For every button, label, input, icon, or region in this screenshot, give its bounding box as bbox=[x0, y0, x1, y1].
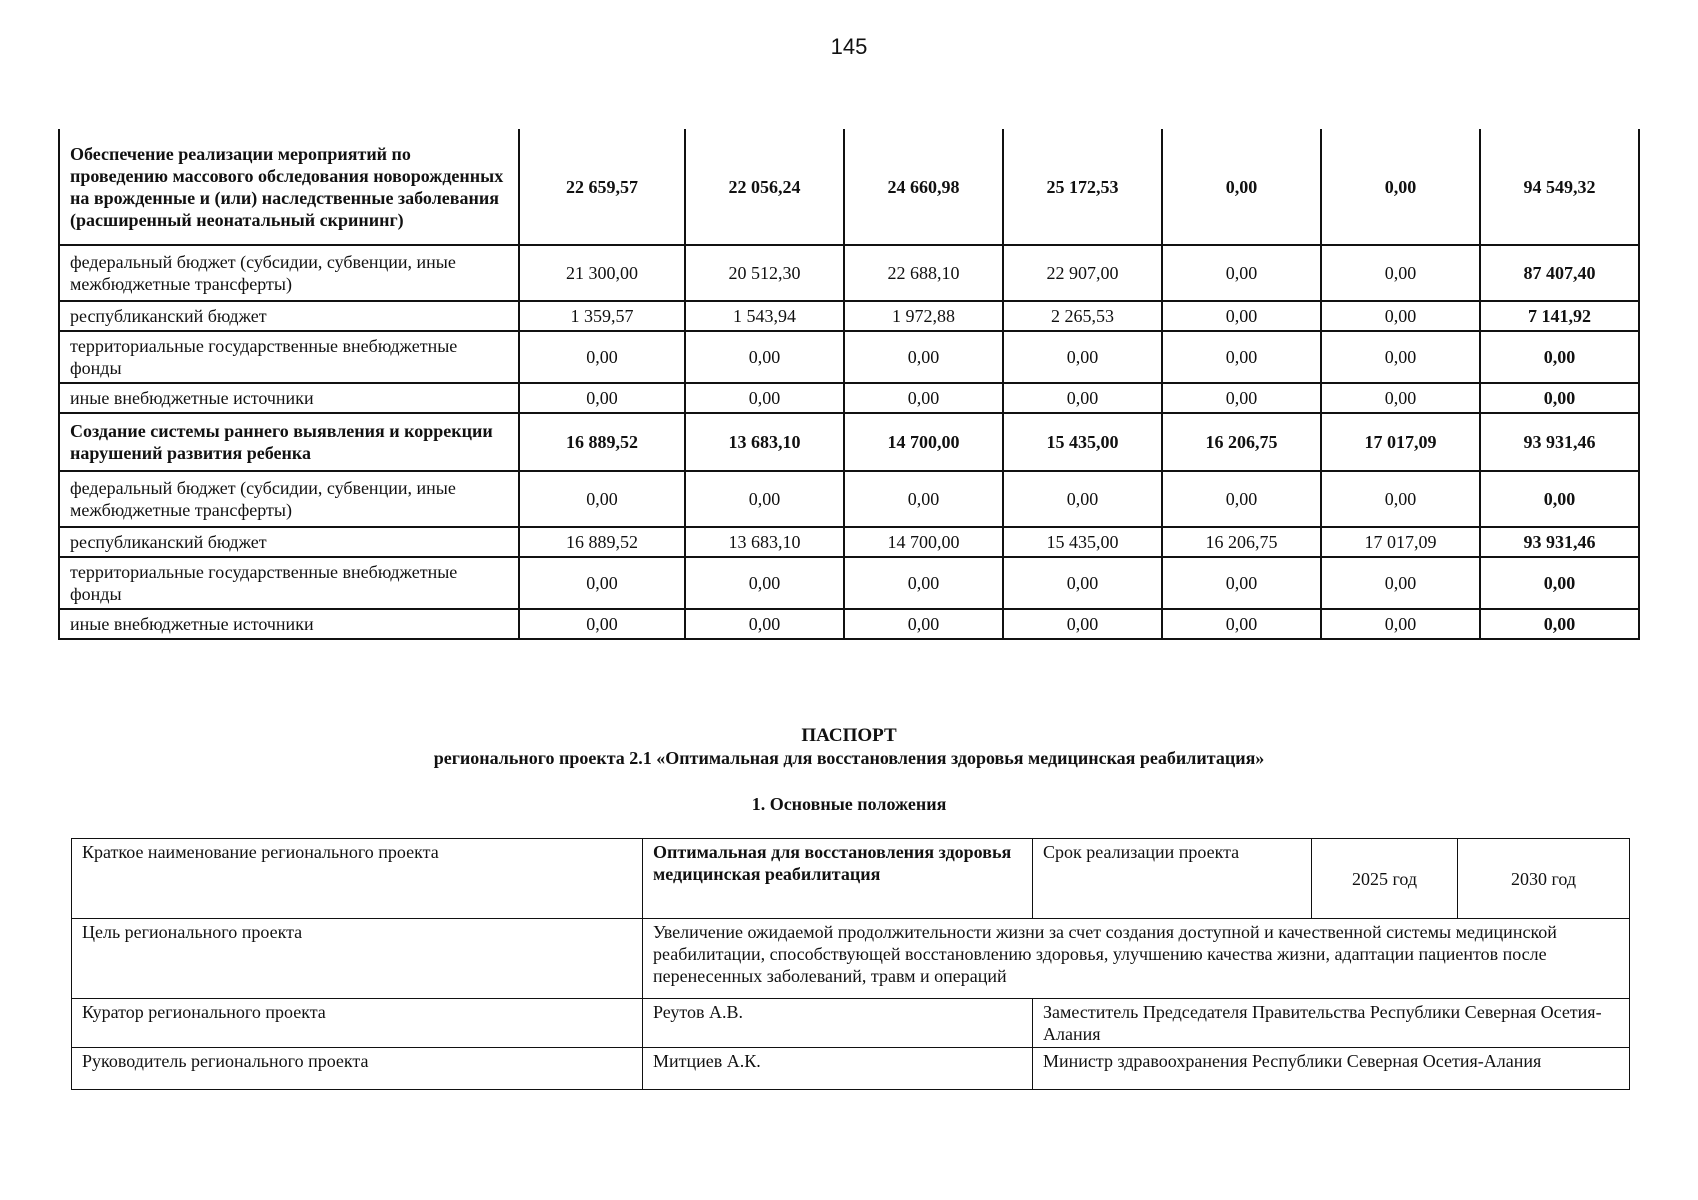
finance-value-cell: 0,00 bbox=[1162, 301, 1321, 331]
finance-value-cell: 16 206,75 bbox=[1162, 527, 1321, 557]
finance-row bbox=[59, 557, 1639, 609]
finance-value-cell: 0,00 bbox=[685, 383, 844, 413]
finance-value-cell: 0,00 bbox=[685, 331, 844, 383]
finance-value-cell: 22 659,57 bbox=[519, 129, 685, 245]
passport-title: ПАСПОРТ bbox=[801, 725, 897, 746]
finance-value-cell: 0,00 bbox=[1321, 331, 1480, 383]
passport-row-short-name bbox=[72, 839, 1630, 919]
passport-row-goal bbox=[72, 919, 1630, 999]
finance-value-cell: 0,00 bbox=[685, 557, 844, 609]
finance-value-cell: 0,00 bbox=[844, 383, 1003, 413]
finance-value-cell: 0,00 bbox=[1003, 383, 1162, 413]
finance-value-cell: 0,00 bbox=[1162, 331, 1321, 383]
finance-value-cell: 0,00 bbox=[1321, 609, 1480, 639]
goal-value: Увеличение ожидаемой продолжительности жизни за счет создания доступной и качественной системы медицинской реабилитации, способствующей восстановлению здоровья, улучшению качества жизни, адаптации пациентов после перенесенных заболеваний, травм и операций bbox=[643, 919, 1630, 999]
goal-label: Цель регионального проекта bbox=[72, 919, 643, 999]
finance-value-cell: 16 889,52 bbox=[519, 527, 685, 557]
finance-value-cell: 0,00 bbox=[519, 557, 685, 609]
finance-value-cell: 0,00 bbox=[519, 609, 685, 639]
finance-total-cell: 0,00 bbox=[1480, 609, 1639, 639]
finance-total-cell: 87 407,40 bbox=[1480, 245, 1639, 301]
finance-value-cell: 1 359,57 bbox=[519, 301, 685, 331]
term-start: 2025 год bbox=[1312, 839, 1458, 919]
finance-value-cell: 17 017,09 bbox=[1321, 413, 1480, 471]
finance-row-label: федеральный бюджет (субсидии, субвенции, иные межбюджетные трансферты) bbox=[59, 245, 519, 301]
finance-total-cell: 7 141,92 bbox=[1480, 301, 1639, 331]
curator-position: Заместитель Председателя Правительства Республики Северная Осетия-Алания bbox=[1033, 999, 1630, 1048]
curator-label: Куратор регионального проекта bbox=[72, 999, 643, 1048]
finance-total-cell: 0,00 bbox=[1480, 331, 1639, 383]
finance-value-cell: 0,00 bbox=[685, 471, 844, 527]
passport-table bbox=[71, 838, 1630, 1090]
finance-value-cell: 0,00 bbox=[1321, 383, 1480, 413]
finance-row-label: Обеспечение реализации мероприятий по проведению массового обследования новорожденных на врожденные и (или) наследственные заболевания (расширенный неонатальный скрининг) bbox=[59, 129, 519, 245]
finance-value-cell: 25 172,53 bbox=[1003, 129, 1162, 245]
passport-subtitle: регионального проекта 2.1 «Оптимальная для восстановления здоровья медицинская реабилитация» bbox=[433, 748, 1265, 768]
finance-value-cell: 0,00 bbox=[844, 557, 1003, 609]
finance-total-cell: 0,00 bbox=[1480, 471, 1639, 527]
finance-total-cell: 93 931,46 bbox=[1480, 527, 1639, 557]
passport-row-curator bbox=[72, 999, 1630, 1048]
finance-value-cell: 0,00 bbox=[1003, 331, 1162, 383]
finance-row bbox=[59, 331, 1639, 383]
finance-value-cell: 0,00 bbox=[1162, 471, 1321, 527]
finance-row bbox=[59, 609, 1639, 639]
finance-row bbox=[59, 413, 1639, 471]
term-end: 2030 год bbox=[1458, 839, 1630, 919]
finance-value-cell: 0,00 bbox=[844, 609, 1003, 639]
finance-row-label: республиканский бюджет bbox=[59, 527, 519, 557]
finance-value-cell: 0,00 bbox=[1321, 245, 1480, 301]
short-name-label: Краткое наименование регионального проекта bbox=[72, 839, 643, 919]
finance-row-label: федеральный бюджет (субсидии, субвенции, иные межбюджетные трансферты) bbox=[59, 471, 519, 527]
finance-value-cell: 0,00 bbox=[519, 331, 685, 383]
finance-value-cell: 0,00 bbox=[1003, 609, 1162, 639]
finance-value-cell: 16 206,75 bbox=[1162, 413, 1321, 471]
finance-value-cell: 0,00 bbox=[685, 609, 844, 639]
finance-value-cell: 14 700,00 bbox=[844, 527, 1003, 557]
finance-value-cell: 0,00 bbox=[844, 331, 1003, 383]
finance-row bbox=[59, 383, 1639, 413]
finance-row-label: республиканский бюджет bbox=[59, 301, 519, 331]
finance-value-cell: 22 907,00 bbox=[1003, 245, 1162, 301]
finance-value-cell: 0,00 bbox=[519, 383, 685, 413]
finance-row bbox=[59, 301, 1639, 331]
finance-row bbox=[59, 527, 1639, 557]
head-position: Министр здравоохранения Республики Северная Осетия-Алания bbox=[1033, 1048, 1630, 1090]
finance-value-cell: 0,00 bbox=[1003, 557, 1162, 609]
finance-value-cell: 1 972,88 bbox=[844, 301, 1003, 331]
finance-value-cell: 0,00 bbox=[519, 471, 685, 527]
curator-name: Реутов А.В. bbox=[643, 999, 1033, 1048]
page-number: 145 bbox=[830, 34, 868, 59]
finance-value-cell: 0,00 bbox=[1321, 557, 1480, 609]
finance-total-cell: 0,00 bbox=[1480, 383, 1639, 413]
finance-value-cell: 17 017,09 bbox=[1321, 527, 1480, 557]
finance-value-cell: 20 512,30 bbox=[685, 245, 844, 301]
head-name: Митциев А.К. bbox=[643, 1048, 1033, 1090]
finance-value-cell: 15 435,00 bbox=[1003, 527, 1162, 557]
finance-value-cell: 13 683,10 bbox=[685, 413, 844, 471]
section-title: 1. Основные положения bbox=[751, 794, 947, 814]
finance-value-cell: 22 688,10 bbox=[844, 245, 1003, 301]
finance-row-label: иные внебюджетные источники bbox=[59, 383, 519, 413]
finance-value-cell: 0,00 bbox=[844, 471, 1003, 527]
finance-value-cell: 0,00 bbox=[1321, 471, 1480, 527]
finance-row-label: иные внебюджетные источники bbox=[59, 609, 519, 639]
finance-value-cell: 22 056,24 bbox=[685, 129, 844, 245]
finance-total-cell: 94 549,32 bbox=[1480, 129, 1639, 245]
finance-value-cell: 0,00 bbox=[1162, 557, 1321, 609]
finance-value-cell: 0,00 bbox=[1162, 245, 1321, 301]
passport-row-head bbox=[72, 1048, 1630, 1090]
finance-value-cell: 14 700,00 bbox=[844, 413, 1003, 471]
finance-value-cell: 13 683,10 bbox=[685, 527, 844, 557]
finance-row bbox=[59, 129, 1639, 245]
term-label: Срок реализации проекта bbox=[1033, 839, 1312, 919]
finance-value-cell: 0,00 bbox=[1321, 301, 1480, 331]
finance-row-label: Создание системы раннего выявления и коррекции нарушений развития ребенка bbox=[59, 413, 519, 471]
finance-row-label: территориальные государственные внебюджетные фонды bbox=[59, 331, 519, 383]
finance-row-label: территориальные государственные внебюджетные фонды bbox=[59, 557, 519, 609]
finance-value-cell: 2 265,53 bbox=[1003, 301, 1162, 331]
finance-total-cell: 93 931,46 bbox=[1480, 413, 1639, 471]
finance-row bbox=[59, 471, 1639, 527]
finance-value-cell: 21 300,00 bbox=[519, 245, 685, 301]
finance-total-cell: 0,00 bbox=[1480, 557, 1639, 609]
finance-value-cell: 16 889,52 bbox=[519, 413, 685, 471]
finance-value-cell: 15 435,00 bbox=[1003, 413, 1162, 471]
finance-value-cell: 0,00 bbox=[1162, 129, 1321, 245]
finance-value-cell: 24 660,98 bbox=[844, 129, 1003, 245]
head-label: Руководитель регионального проекта bbox=[72, 1048, 643, 1090]
finance-row bbox=[59, 245, 1639, 301]
finance-value-cell: 0,00 bbox=[1162, 383, 1321, 413]
finance-value-cell: 0,00 bbox=[1321, 129, 1480, 245]
finance-value-cell: 0,00 bbox=[1003, 471, 1162, 527]
finance-value-cell: 0,00 bbox=[1162, 609, 1321, 639]
short-name-value: Оптимальная для восстановления здоровья медицинская реабилитация bbox=[643, 839, 1033, 919]
finance-table bbox=[58, 129, 1640, 640]
finance-value-cell: 1 543,94 bbox=[685, 301, 844, 331]
